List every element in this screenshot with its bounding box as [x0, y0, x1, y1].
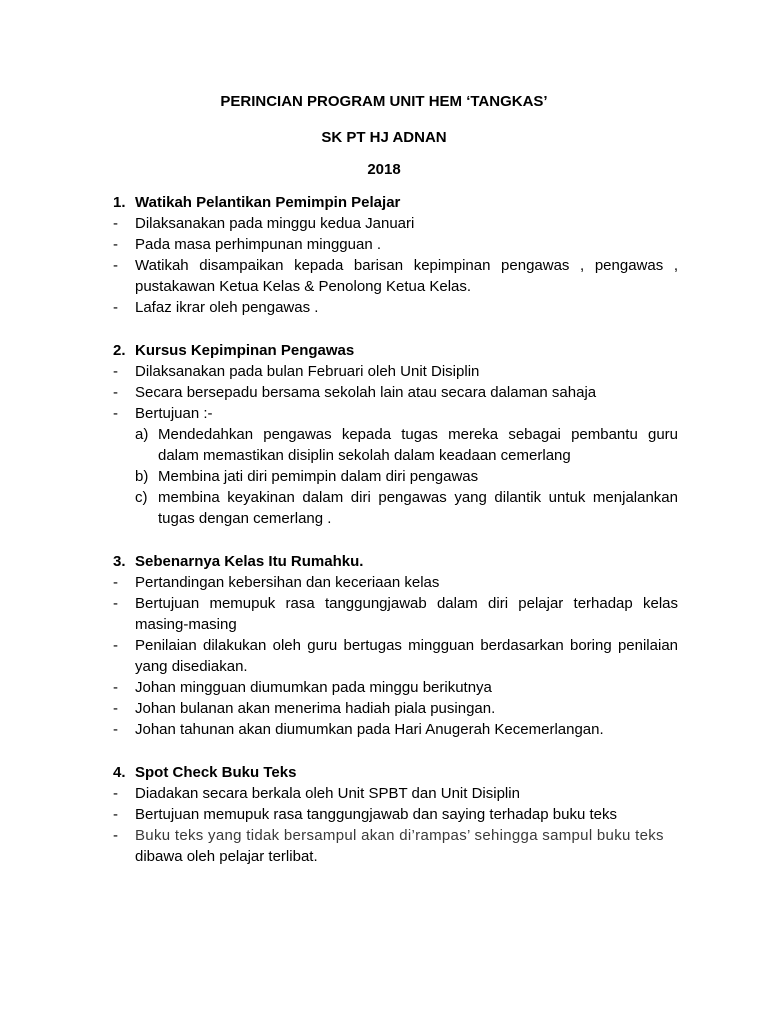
section-kursus [113, 340, 678, 529]
dash-bullet: - [113, 257, 118, 274]
list-item-text: Bertujuan memupuk rasa tanggungjawab dan saying terhadap buku teks [135, 806, 617, 823]
dash-bullet: - [113, 827, 118, 844]
list-item [113, 255, 678, 297]
document-year: 2018 [367, 161, 401, 178]
sub-item-text: Mendedahkan pengawas kepada tugas mereka sebagai pembantu guru dalam memastikan disiplin sekolah dalam keadaan cemerlang [158, 426, 678, 464]
list-item-text-line: Buku teks yang tidak bersampul akan di’rampas’ sehingga sampul buku teks [135, 827, 664, 844]
section-number: 2. [113, 342, 126, 359]
list-item-text: Johan tahunan akan diumumkan pada Hari Anugerah Kecemerlangan. [135, 721, 604, 738]
dash-bullet: - [113, 700, 118, 717]
list-item [113, 213, 678, 234]
list-item [113, 361, 678, 382]
list-item-text: Johan mingguan diumumkan pada minggu berikutnya [135, 679, 492, 696]
dash-bullet: - [113, 637, 118, 654]
list-item [113, 297, 678, 318]
list-item-text: Pertandingan kebersihan dan keceriaan kelas [135, 574, 440, 591]
list-item-text: Secara bersepadu bersama sekolah lain atau secara dalaman sahaja [135, 384, 597, 401]
list-item-text: Watikah disampaikan kepada barisan kepimpinan pengawas , pengawas , pustakawan Ketua Kelas & Penolong Ketua Kelas. [135, 257, 678, 295]
section-spot-check [113, 762, 678, 867]
list-item [113, 783, 678, 804]
dash-bullet: - [113, 679, 118, 696]
section-number: 3. [113, 553, 126, 570]
list-item [113, 825, 678, 867]
list-item [113, 677, 678, 698]
section-title: Kursus Kepimpinan Pengawas [135, 342, 355, 359]
school-name: SK PT HJ ADNAN [321, 129, 447, 146]
list-item-text: Bertujuan :- [135, 405, 213, 422]
document-title: PERINCIAN PROGRAM UNIT HEM ‘TANGKAS’ [220, 93, 548, 110]
program-list [113, 192, 678, 889]
list-item [113, 698, 678, 719]
dash-bullet: - [113, 595, 118, 612]
list-item-text: Dilaksanakan pada minggu kedua Januari [135, 215, 415, 232]
sub-item-letter: a) [135, 426, 149, 443]
section-heading [113, 762, 678, 783]
dash-bullet: - [113, 299, 118, 316]
dash-bullet: - [113, 215, 118, 232]
list-item-text [135, 825, 678, 867]
list-item [113, 804, 678, 825]
list-item-text: Lafaz ikrar oleh pengawas . [135, 299, 319, 316]
list-item-text-line: dibawa oleh pelajar terlibat. [135, 848, 318, 865]
section-watikah [113, 192, 678, 318]
dash-bullet: - [113, 721, 118, 738]
section-heading [113, 551, 678, 572]
section-heading [113, 340, 678, 361]
sub-item-text: Membina jati diri pemimpin dalam diri pengawas [158, 468, 479, 485]
sub-item-letter: c) [135, 489, 148, 506]
sub-item-letter: b) [135, 468, 149, 485]
section-title: Spot Check Buku Teks [135, 764, 297, 781]
list-item [113, 572, 678, 593]
dash-bullet: - [113, 384, 118, 401]
sub-item-text: membina keyakinan dalam diri pengawas yang dilantik untuk menjalankan tugas dengan cemerlang . [158, 489, 678, 527]
list-item [113, 403, 678, 424]
dash-bullet: - [113, 574, 118, 591]
section-heading [113, 192, 678, 213]
sub-list-item [135, 466, 678, 487]
list-item-text: Diadakan secara berkala oleh Unit SPBT dan Unit Disiplin [135, 785, 520, 802]
dash-bullet: - [113, 363, 118, 380]
section-number: 1. [113, 194, 126, 211]
dash-bullet: - [113, 806, 118, 823]
sub-list-item [135, 487, 678, 529]
section-title: Sebenarnya Kelas Itu Rumahku. [135, 553, 364, 570]
list-item-text: Dilaksanakan pada bulan Februari oleh Unit Disiplin [135, 363, 480, 380]
list-item [113, 234, 678, 255]
sub-list [135, 424, 678, 529]
dash-bullet: - [113, 785, 118, 802]
list-item [113, 382, 678, 403]
section-title: Watikah Pelantikan Pemimpin Pelajar [135, 194, 401, 211]
list-item-text: Bertujuan memupuk rasa tanggungjawab dalam diri pelajar terhadap kelas masing-masing [135, 595, 678, 633]
list-item [113, 635, 678, 677]
section-kelas-rumahku [113, 551, 678, 740]
sub-list-item [135, 424, 678, 466]
dash-bullet: - [113, 236, 118, 253]
list-item-text: Pada masa perhimpunan mingguan . [135, 236, 381, 253]
list-item-text: Penilaian dilakukan oleh guru bertugas mingguan berdasarkan boring penilaian yang disediakan. [135, 637, 678, 675]
list-item [113, 719, 678, 740]
list-item-text: Johan bulanan akan menerima hadiah piala pusingan. [135, 700, 496, 717]
dash-bullet: - [113, 405, 118, 422]
section-number: 4. [113, 764, 126, 781]
list-item [113, 593, 678, 635]
